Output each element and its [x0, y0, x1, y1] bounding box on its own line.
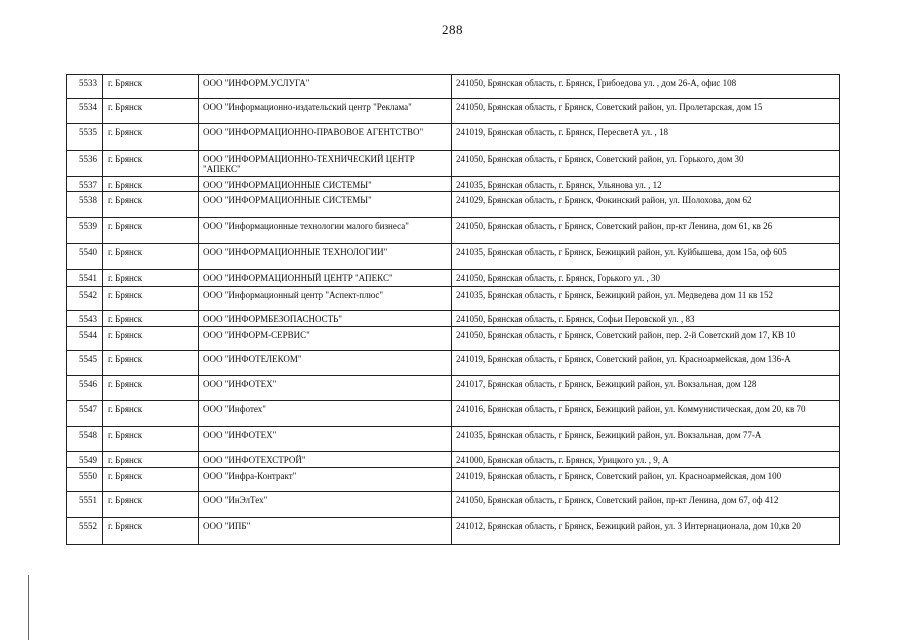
row-city: г. Брянск — [103, 151, 199, 177]
row-city: г. Брянск — [103, 427, 199, 452]
table-row — [67, 177, 840, 192]
row-address: 241050, Брянская область, г. Брянск, Софьи Перовской ул. , 83 — [452, 311, 840, 327]
row-address: 241050, Брянская область, г. Брянск, Горького ул. , 30 — [452, 270, 840, 287]
table-row — [67, 351, 840, 376]
row-address: 241019, Брянская область, г Брянск, Советский район, ул. Красноармейская, дом 100 — [452, 468, 840, 492]
row-number: 5550 — [67, 468, 103, 492]
row-address: 241050, Брянская область, г Брянск, Советский район, пр-кт Ленина, дом 61, кв 26 — [452, 218, 840, 244]
row-number: 5539 — [67, 218, 103, 244]
row-organization: ООО "ИНФОРМ-СЕРВИС" — [199, 327, 452, 351]
row-number: 5552 — [67, 518, 103, 545]
row-number: 5534 — [67, 99, 103, 124]
table-row — [67, 151, 840, 177]
row-organization: ООО "ИНФОРМАЦИОННО-ПРАВОВОЕ АГЕНТСТВО" — [199, 124, 452, 151]
table-row — [67, 401, 840, 427]
row-address: 241017, Брянская область, г Брянск, Бежицкий район, ул. Вокзальная, дом 128 — [452, 376, 840, 401]
row-city: г. Брянск — [103, 124, 199, 151]
row-organization: ООО "Инфра-Контракт" — [199, 468, 452, 492]
table-row — [67, 427, 840, 452]
row-address: 241035, Брянская область, г Брянск, Бежицкий район, ул. Вокзальная, дом 77-А — [452, 427, 840, 452]
row-address: 241050, Брянская область, г Брянск, Советский район, ул. Горького, дом 30 — [452, 151, 840, 177]
row-number: 5544 — [67, 327, 103, 351]
row-city: г. Брянск — [103, 401, 199, 427]
row-city: г. Брянск — [103, 376, 199, 401]
row-address: 241050, Брянская область, г Брянск, Советский район, ул. Пролетарская, дом 15 — [452, 99, 840, 124]
row-organization: ООО "Инфотех" — [199, 401, 452, 427]
row-city: г. Брянск — [103, 468, 199, 492]
row-organization: ООО "ИНФОТЕХСТРОЙ" — [199, 452, 452, 468]
page-number: 288 — [442, 22, 463, 37]
table-row — [67, 244, 840, 270]
row-address: 241012, Брянская область, г Брянск, Бежицкий район, ул. 3 Интернационала, дом 10,кв 20 — [452, 518, 840, 545]
row-address: 241016, Брянская область, г Брянск, Бежицкий район, ул. Коммунистическая, дом 20, кв 70 — [452, 401, 840, 427]
row-address: 241035, Брянская область, г Брянск, Бежицкий район, ул. Медведева дом 11 кв 152 — [452, 287, 840, 311]
row-city: г. Брянск — [103, 177, 199, 192]
row-organization: ООО "Информационный центр "Аспект-плюс" — [199, 287, 452, 311]
row-city: г. Брянск — [103, 192, 199, 218]
row-organization: ООО "ИНФОРМАЦИОННЫЕ СИСТЕМЫ" — [199, 177, 452, 192]
table-row — [67, 124, 840, 151]
row-city: г. Брянск — [103, 327, 199, 351]
row-number: 5545 — [67, 351, 103, 376]
table-row — [67, 452, 840, 468]
table-row — [67, 468, 840, 492]
row-city: г. Брянск — [103, 218, 199, 244]
row-address: 241019, Брянская область, г Брянск, Советский район, ул. Красноармейская, дом 136-А — [452, 351, 840, 376]
margin-rule — [28, 575, 29, 640]
row-city: г. Брянск — [103, 311, 199, 327]
row-organization: ООО "ИНФОРМАЦИОННЫЙ ЦЕНТР "АПЕКС" — [199, 270, 452, 287]
row-city: г. Брянск — [103, 99, 199, 124]
row-city: г. Брянск — [103, 75, 199, 99]
table-row — [67, 218, 840, 244]
row-number: 5542 — [67, 287, 103, 311]
row-address: 241050, Брянская область, г. Брянск, Грибоедова ул. , дом 26-А, офис 108 — [452, 75, 840, 99]
row-city: г. Брянск — [103, 518, 199, 545]
row-city: г. Брянск — [103, 244, 199, 270]
row-number: 5535 — [67, 124, 103, 151]
row-number: 5551 — [67, 492, 103, 518]
table-row — [67, 376, 840, 401]
row-organization: ООО "ИНФОРМАЦИОННО-ТЕХНИЧЕСКИЙ ЦЕНТР "АПЕКС" — [199, 151, 452, 177]
row-number: 5547 — [67, 401, 103, 427]
row-number: 5537 — [67, 177, 103, 192]
table-row — [67, 270, 840, 287]
row-number: 5549 — [67, 452, 103, 468]
row-organization: ООО "ИНФОРМАЦИОННЫЕ ТЕХНОЛОГИИ" — [199, 244, 452, 270]
row-organization: ООО "ИНФОТЕХ" — [199, 427, 452, 452]
row-address: 241035, Брянская область, г. Брянск, Ульянова ул. , 12 — [452, 177, 840, 192]
row-organization: ООО "ИНФОТЕЛЕКОМ" — [199, 351, 452, 376]
table-row — [67, 327, 840, 351]
row-city: г. Брянск — [103, 270, 199, 287]
row-number: 5543 — [67, 311, 103, 327]
row-city: г. Брянск — [103, 287, 199, 311]
row-city: г. Брянск — [103, 452, 199, 468]
table-row — [67, 99, 840, 124]
table-row — [67, 518, 840, 545]
row-organization: ООО "ИНФОРМ.УСЛУГА" — [199, 75, 452, 99]
row-organization: ООО "ИПБ" — [199, 518, 452, 545]
row-organization: ООО "ИНФОТЕХ" — [199, 376, 452, 401]
row-city: г. Брянск — [103, 351, 199, 376]
row-address: 241035, Брянская область, г Брянск, Бежицкий район, ул. Куйбышева, дом 15а, оф 605 — [452, 244, 840, 270]
table-row — [67, 287, 840, 311]
table-row — [67, 75, 840, 99]
row-organization: ООО "Информационные технологии малого бизнеса" — [199, 218, 452, 244]
row-number: 5533 — [67, 75, 103, 99]
row-address: 241050, Брянская область, г Брянск, Советский район, пр-кт Ленина, дом 67, оф 412 — [452, 492, 840, 518]
row-city: г. Брянск — [103, 492, 199, 518]
table-row — [67, 492, 840, 518]
registry-table — [66, 74, 840, 545]
row-address: 241019, Брянская область, г. Брянск, ПересветА ул. , 18 — [452, 124, 840, 151]
row-address: 241000, Брянская область, г. Брянск, Урицкого ул. , 9, А — [452, 452, 840, 468]
table-row — [67, 311, 840, 327]
row-number: 5546 — [67, 376, 103, 401]
table-row — [67, 192, 840, 218]
row-number: 5536 — [67, 151, 103, 177]
row-organization: ООО "Информационно-издательский центр "Реклама" — [199, 99, 452, 124]
row-organization: ООО "ИнЭлТех" — [199, 492, 452, 518]
row-number: 5541 — [67, 270, 103, 287]
row-address: 241029, Брянская область, г Брянск, Фокинский район, ул. Шолохова, дом 62 — [452, 192, 840, 218]
row-number: 5540 — [67, 244, 103, 270]
row-organization: ООО "ИНФОРМБЕЗОПАСНОСТЬ" — [199, 311, 452, 327]
row-address: 241050, Брянская область, г Брянск, Советский район, пер. 2-й Советский дом 17, КВ 10 — [452, 327, 840, 351]
row-number: 5548 — [67, 427, 103, 452]
row-number: 5538 — [67, 192, 103, 218]
row-organization: ООО "ИНФОРМАЦИОННЫЕ СИСТЕМЫ" — [199, 192, 452, 218]
